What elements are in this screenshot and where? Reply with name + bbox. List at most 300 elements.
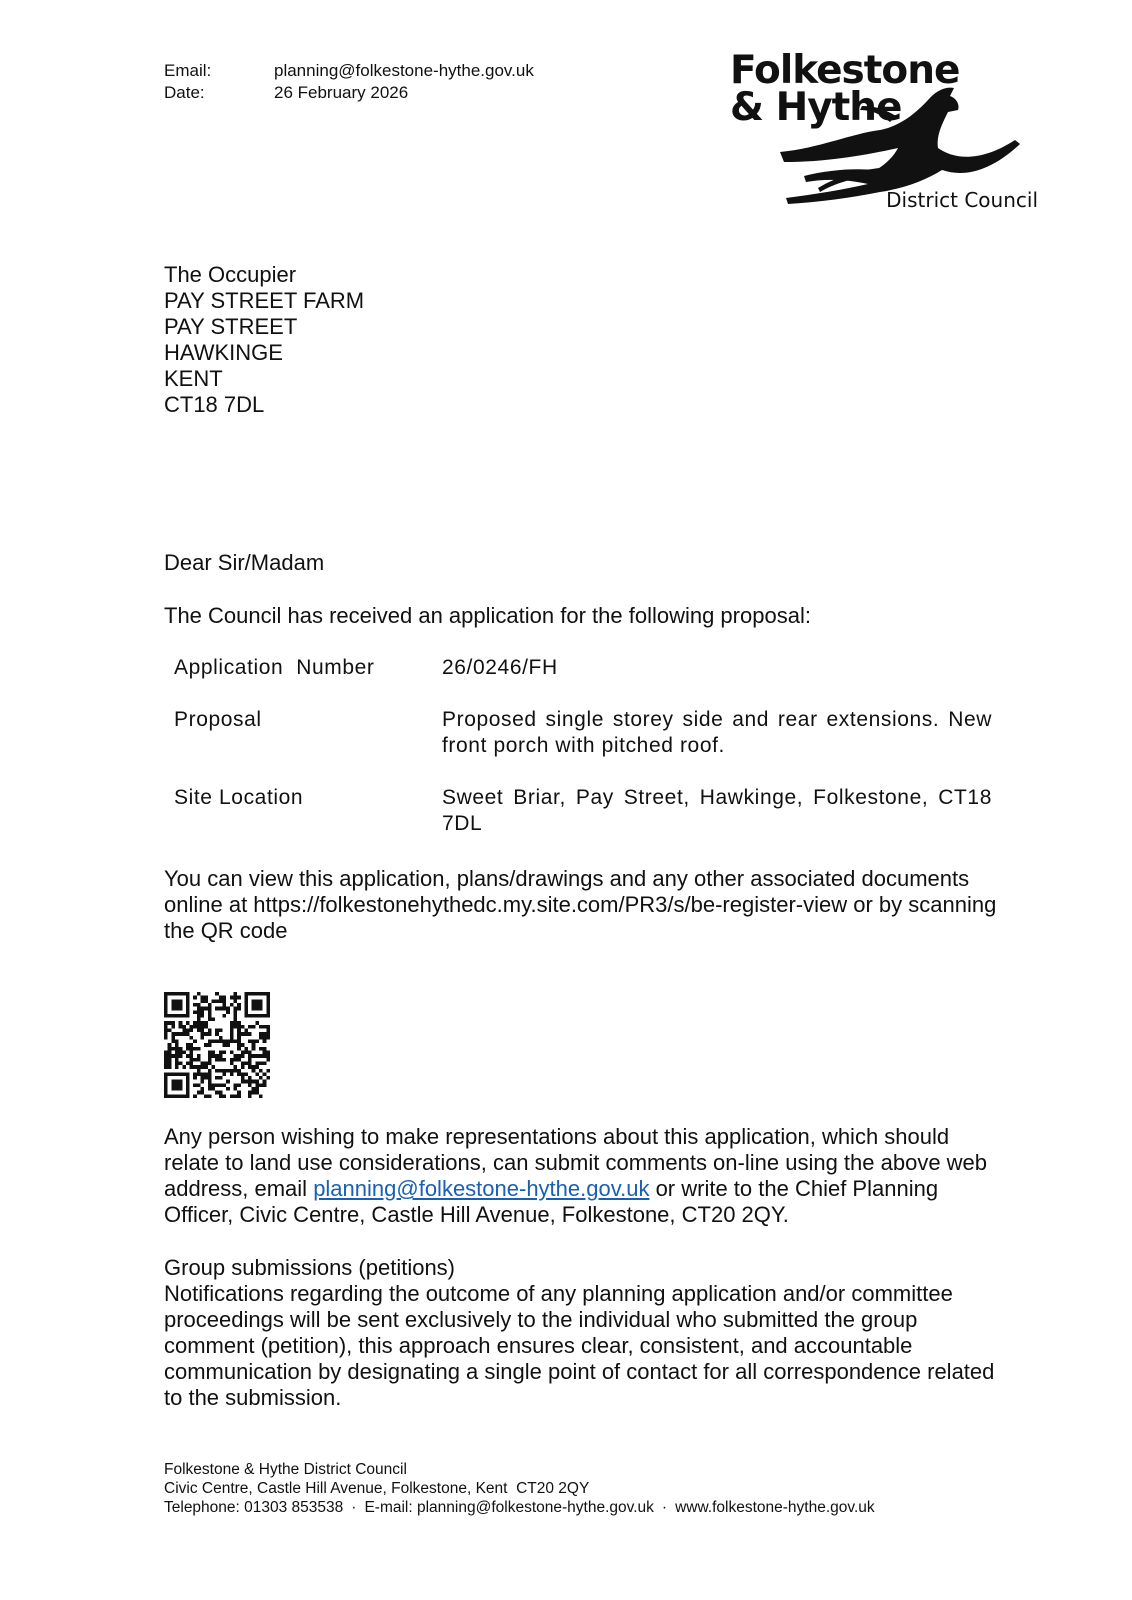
qr-module <box>266 992 270 996</box>
qr-module <box>197 1054 201 1058</box>
qr-module <box>171 1083 175 1087</box>
qr-module <box>226 1040 230 1044</box>
qr-module <box>248 1058 252 1062</box>
qr-module <box>171 999 175 1003</box>
qr-module <box>244 1032 248 1036</box>
qr-module <box>208 1072 212 1076</box>
qr-module <box>219 1058 223 1062</box>
qr-module <box>248 1014 252 1018</box>
qr-module <box>168 1094 172 1098</box>
qr-module <box>201 1072 205 1076</box>
qr-module <box>175 1047 179 1051</box>
qr-module <box>215 992 219 996</box>
qr-module <box>259 1047 263 1051</box>
qr-module <box>186 1061 190 1065</box>
qr-module <box>204 1072 208 1076</box>
qr-module <box>233 1058 237 1062</box>
qr-module <box>201 1087 205 1091</box>
qr-module <box>244 1029 248 1033</box>
qr-module <box>201 1025 205 1029</box>
qr-module <box>230 1021 234 1025</box>
qr-module <box>266 1010 270 1014</box>
qr-module <box>179 1050 183 1054</box>
qr-module <box>190 1047 194 1051</box>
qr-module <box>175 999 179 1003</box>
qr-module <box>226 1087 230 1091</box>
qr-module <box>179 1072 183 1076</box>
qr-module <box>204 1094 208 1098</box>
qr-module <box>208 1083 212 1087</box>
proposal-value: Proposed single storey side and rear extensions. New front porch with pitched roof. <box>442 708 992 757</box>
qr-module <box>186 1047 190 1051</box>
footer-address: Civic Centre, Castle Hill Avenue, Folkestone, Kent CT20 2QY <box>164 1480 590 1497</box>
qr-module <box>179 1021 183 1025</box>
qr-module <box>248 1032 252 1036</box>
qr-module <box>212 1018 216 1022</box>
qr-module <box>266 1025 270 1029</box>
qr-module <box>237 1047 241 1051</box>
qr-module <box>266 1076 270 1080</box>
qr-module <box>201 1061 205 1065</box>
qr-module <box>179 992 183 996</box>
qr-module <box>197 1014 201 1018</box>
qr-module <box>230 1069 234 1073</box>
logo-line-1: Folkestone <box>730 48 960 93</box>
qr-module <box>197 1047 201 1051</box>
qr-module <box>263 1014 267 1018</box>
qr-module <box>197 992 201 996</box>
application-details <box>174 655 994 863</box>
qr-module <box>182 1029 186 1033</box>
qr-module <box>219 1050 223 1054</box>
qr-module <box>164 996 168 1000</box>
qr-module <box>259 1032 263 1036</box>
qr-module <box>179 1080 183 1084</box>
qr-module <box>197 1003 201 1007</box>
qr-module <box>164 1014 168 1018</box>
qr-module <box>233 1083 237 1087</box>
qr-module <box>193 1025 197 1029</box>
qr-module <box>255 1065 259 1069</box>
qr-module <box>179 1083 183 1087</box>
qr-module <box>204 1076 208 1080</box>
qr-module <box>171 1094 175 1098</box>
qr-module <box>222 996 226 1000</box>
qr-module <box>171 1036 175 1040</box>
qr-module <box>222 1007 226 1011</box>
council-logo <box>730 48 1050 222</box>
qr-module <box>186 1094 190 1098</box>
qr-module <box>164 1007 168 1011</box>
qr-module <box>255 992 259 996</box>
qr-module <box>233 1040 237 1044</box>
qr-module <box>219 999 223 1003</box>
footer-email: E-mail: planning@folkestone-hythe.gov.uk <box>364 1499 654 1516</box>
qr-module <box>186 1014 190 1018</box>
qr-module <box>248 1025 252 1029</box>
qr-module <box>233 1010 237 1014</box>
qr-module <box>190 1050 194 1054</box>
qr-module <box>193 996 197 1000</box>
qr-module <box>237 1003 241 1007</box>
qr-module <box>244 1014 248 1018</box>
qr-module <box>175 1061 179 1065</box>
qr-module <box>204 1021 208 1025</box>
qr-module <box>233 1021 237 1025</box>
qr-module <box>179 1061 183 1065</box>
qr-module <box>193 1040 197 1044</box>
qr-module <box>230 996 234 1000</box>
qr-module <box>266 1029 270 1033</box>
qr-module <box>259 1003 263 1007</box>
qr-module <box>219 1036 223 1040</box>
qr-module <box>171 1032 175 1036</box>
qr-module <box>241 1072 245 1076</box>
qr-module <box>248 1094 252 1098</box>
qr-module <box>201 996 205 1000</box>
qr-module <box>190 1061 194 1065</box>
qr-module <box>179 1007 183 1011</box>
qr-module <box>179 1014 183 1018</box>
qr-module <box>182 1065 186 1069</box>
qr-module <box>241 1061 245 1065</box>
qr-module <box>164 1021 168 1025</box>
qr-module <box>248 1083 252 1087</box>
qr-module <box>204 1025 208 1029</box>
qr-module <box>259 1061 263 1065</box>
qr-module <box>219 1054 223 1058</box>
qr-module <box>219 1029 223 1033</box>
date-value: 26 February 2026 <box>274 83 409 102</box>
qr-module <box>212 999 216 1003</box>
intro-text: The Council has received an application for the following proposal: <box>164 603 811 628</box>
qr-module <box>179 1032 183 1036</box>
qr-module <box>244 1047 248 1051</box>
qr-module <box>179 1087 183 1091</box>
qr-module <box>230 1058 234 1062</box>
qr-module <box>263 1054 267 1058</box>
qr-module <box>219 1007 223 1011</box>
qr-module <box>263 1036 267 1040</box>
qr-module <box>168 1029 172 1033</box>
qr-module <box>222 1072 226 1076</box>
qr-module <box>237 1083 241 1087</box>
qr-module <box>233 1087 237 1091</box>
qr-module <box>266 1003 270 1007</box>
qr-module <box>182 1032 186 1036</box>
qr-module <box>263 1032 267 1036</box>
footer-contacts <box>164 1498 875 1517</box>
qr-module <box>182 1014 186 1018</box>
footer-telephone: Telephone: 01303 853538 <box>164 1499 344 1516</box>
qr-module <box>197 1007 201 1011</box>
qr-module <box>171 1014 175 1018</box>
qr-module <box>230 1094 234 1098</box>
qr-module <box>244 1050 248 1054</box>
proposal-row <box>174 707 994 759</box>
qr-module <box>193 1083 197 1087</box>
qr-module <box>266 1069 270 1073</box>
qr-module <box>175 1083 179 1087</box>
qr-module <box>208 1087 212 1091</box>
qr-module <box>248 1091 252 1095</box>
qr-module <box>193 1021 197 1025</box>
qr-module <box>186 1087 190 1091</box>
qr-module <box>222 1094 226 1098</box>
qr-module <box>186 1032 190 1036</box>
qr-module <box>230 1036 234 1040</box>
qr-module <box>222 1069 226 1073</box>
qr-module <box>164 1036 168 1040</box>
group-submissions-heading: Group submissions (petitions) <box>164 1255 456 1280</box>
qr-module <box>190 1025 194 1029</box>
qr-module <box>226 1010 230 1014</box>
qr-module <box>186 1083 190 1087</box>
qr-module <box>171 1007 175 1011</box>
qr-module <box>168 1065 172 1069</box>
qr-module <box>255 1021 259 1025</box>
qr-module <box>164 1003 168 1007</box>
qr-module <box>255 1080 259 1084</box>
qr-module <box>252 1003 256 1007</box>
qr-module <box>241 1065 245 1069</box>
qr-module <box>201 1021 205 1025</box>
qr-module <box>237 1040 241 1044</box>
qr-module <box>255 1083 259 1087</box>
site-location-label: Site Location <box>174 786 304 809</box>
qr-module <box>201 1091 205 1095</box>
qr-module <box>164 1076 168 1080</box>
letter-meta <box>164 60 534 104</box>
qr-module <box>212 1065 216 1069</box>
footer-separator: · <box>661 1499 668 1516</box>
qr-module <box>168 1061 172 1065</box>
qr-module <box>201 999 205 1003</box>
group-submissions-text: Notifications regarding the outcome of any planning application and/or committee proceedings will be sent exclusively to the individual who submitted the group comment (petition), this approach ensures clear, consistent, and accountable communication by designating a single point of contact for all correspondence related to the submission. <box>164 1281 995 1410</box>
qr-module <box>175 1094 179 1098</box>
qr-module <box>248 1050 252 1054</box>
qr-module <box>230 1025 234 1029</box>
qr-module <box>197 1018 201 1022</box>
qr-module <box>168 1043 172 1047</box>
qr-module <box>266 1036 270 1040</box>
qr-module <box>197 1029 201 1033</box>
qr-module <box>252 1091 256 1095</box>
qr-module <box>219 1069 223 1073</box>
qr-module <box>233 996 237 1000</box>
qr-module <box>204 1065 208 1069</box>
qr-module <box>248 992 252 996</box>
qr-module <box>164 999 168 1003</box>
footer-website: www.folkestone-hythe.gov.uk <box>675 1499 875 1516</box>
qr-module <box>179 1047 183 1051</box>
qr-module <box>259 1069 263 1073</box>
qr-module <box>219 1083 223 1087</box>
qr-module <box>175 1014 179 1018</box>
qr-module <box>263 1080 267 1084</box>
qr-module <box>259 992 263 996</box>
qr-module <box>222 1014 226 1018</box>
qr-module <box>237 1072 241 1076</box>
qr-module <box>182 1094 186 1098</box>
qr-module <box>164 1010 168 1014</box>
qr-module <box>244 1007 248 1011</box>
qr-module <box>244 1061 248 1065</box>
qr-module <box>179 1094 183 1098</box>
qr-code-icon <box>164 992 270 1098</box>
qr-module <box>171 992 175 996</box>
qr-module <box>237 1094 241 1098</box>
qr-module <box>255 999 259 1003</box>
qr-module <box>244 1072 248 1076</box>
qr-module <box>219 1091 223 1095</box>
qr-module <box>266 1032 270 1036</box>
qr-module <box>175 1043 179 1047</box>
qr-module <box>252 1007 256 1011</box>
qr-module <box>190 1065 194 1069</box>
qr-module <box>237 1021 241 1025</box>
date-label: Date: <box>164 83 205 102</box>
qr-module <box>208 1058 212 1062</box>
qr-module <box>182 1050 186 1054</box>
qr-module <box>193 1076 197 1080</box>
qr-module <box>175 1087 179 1091</box>
qr-module <box>186 1007 190 1011</box>
qr-module <box>237 996 241 1000</box>
application-number-row <box>174 655 994 681</box>
qr-module <box>164 1054 168 1058</box>
qr-module <box>190 1029 194 1033</box>
qr-module <box>255 1087 259 1091</box>
address-line: PAY STREET FARM <box>164 288 365 313</box>
qr-module <box>182 992 186 996</box>
email-value: planning@folkestone-hythe.gov.uk <box>274 61 534 80</box>
qr-module <box>266 1014 270 1018</box>
qr-module <box>215 1091 219 1095</box>
qr-module <box>171 1021 175 1025</box>
qr-module <box>190 1058 194 1062</box>
qr-module <box>233 1094 237 1098</box>
qr-module <box>237 1025 241 1029</box>
qr-module <box>222 1083 226 1087</box>
qr-module <box>222 1040 226 1044</box>
address-line: CT18 7DL <box>164 392 265 417</box>
qr-module <box>212 1083 216 1087</box>
representations-text-1: Any person wishing to make representations about this application, which should relate to land use considerations, can submit comments on-line using the above web address, email <box>164 1124 988 1201</box>
qr-module <box>255 1040 259 1044</box>
qr-module <box>244 996 248 1000</box>
planning-email-link[interactable]: planning@folkestone-hythe.gov.uk <box>313 1176 650 1201</box>
qr-module <box>171 1003 175 1007</box>
qr-module <box>259 1036 263 1040</box>
qr-module <box>226 1080 230 1084</box>
qr-module <box>219 1094 223 1098</box>
qr-module <box>237 1043 241 1047</box>
qr-module <box>186 1021 190 1025</box>
qr-module <box>197 1091 201 1095</box>
qr-module <box>193 1047 197 1051</box>
qr-module <box>171 1054 175 1058</box>
site-location-row <box>174 785 994 837</box>
qr-module <box>263 1040 267 1044</box>
qr-module <box>197 1021 201 1025</box>
qr-module <box>237 1036 241 1040</box>
qr-module <box>233 1014 237 1018</box>
qr-module <box>244 1003 248 1007</box>
qr-module <box>241 1076 245 1080</box>
qr-module <box>175 1003 179 1007</box>
qr-module <box>241 1025 245 1029</box>
email-label: Email: <box>164 61 212 80</box>
qr-module <box>255 1072 259 1076</box>
qr-module <box>219 1076 223 1080</box>
qr-module <box>208 1032 212 1036</box>
qr-module <box>248 1076 252 1080</box>
qr-module <box>212 1050 216 1054</box>
qr-module <box>252 1069 256 1073</box>
qr-module <box>168 1054 172 1058</box>
salutation: Dear Sir/Madam <box>164 550 325 575</box>
proposal-label: Proposal <box>174 708 262 731</box>
qr-module <box>164 1058 168 1062</box>
qr-module <box>208 1094 212 1098</box>
qr-module <box>186 992 190 996</box>
qr-module <box>241 1032 245 1036</box>
qr-module <box>212 1087 216 1091</box>
qr-module <box>266 1054 270 1058</box>
group-submissions-section <box>164 1255 1004 1411</box>
qr-module <box>219 996 223 1000</box>
qr-module <box>241 1054 245 1058</box>
qr-module <box>201 1080 205 1084</box>
qr-module <box>204 1043 208 1047</box>
qr-module <box>197 1025 201 1029</box>
qr-module <box>237 1032 241 1036</box>
qr-module <box>168 1021 172 1025</box>
date-row <box>164 82 534 104</box>
qr-module <box>201 1007 205 1011</box>
qr-module <box>252 1054 256 1058</box>
qr-module <box>197 1058 201 1062</box>
qr-module <box>179 999 183 1003</box>
qr-module <box>233 1007 237 1011</box>
qr-module <box>237 1007 241 1011</box>
qr-module <box>255 1061 259 1065</box>
qr-module <box>208 1076 212 1080</box>
qr-module <box>208 1080 212 1084</box>
qr-module <box>263 1050 267 1054</box>
qr-module <box>215 1069 219 1073</box>
qr-module <box>248 1065 252 1069</box>
qr-module <box>208 1043 212 1047</box>
qr-module <box>212 1054 216 1058</box>
qr-module <box>204 999 208 1003</box>
qr-module <box>179 1054 183 1058</box>
qr-module <box>204 1007 208 1011</box>
qr-module <box>241 1043 245 1047</box>
qr-module <box>201 1036 205 1040</box>
qr-module <box>182 1025 186 1029</box>
qr-module <box>252 1040 256 1044</box>
qr-module <box>230 1040 234 1044</box>
qr-module <box>237 1091 241 1095</box>
qr-module <box>208 1029 212 1033</box>
qr-module <box>248 1061 252 1065</box>
qr-module <box>168 1014 172 1018</box>
logo-line-2: & Hythe <box>730 85 902 130</box>
qr-module <box>259 1014 263 1018</box>
qr-code <box>164 992 270 1098</box>
